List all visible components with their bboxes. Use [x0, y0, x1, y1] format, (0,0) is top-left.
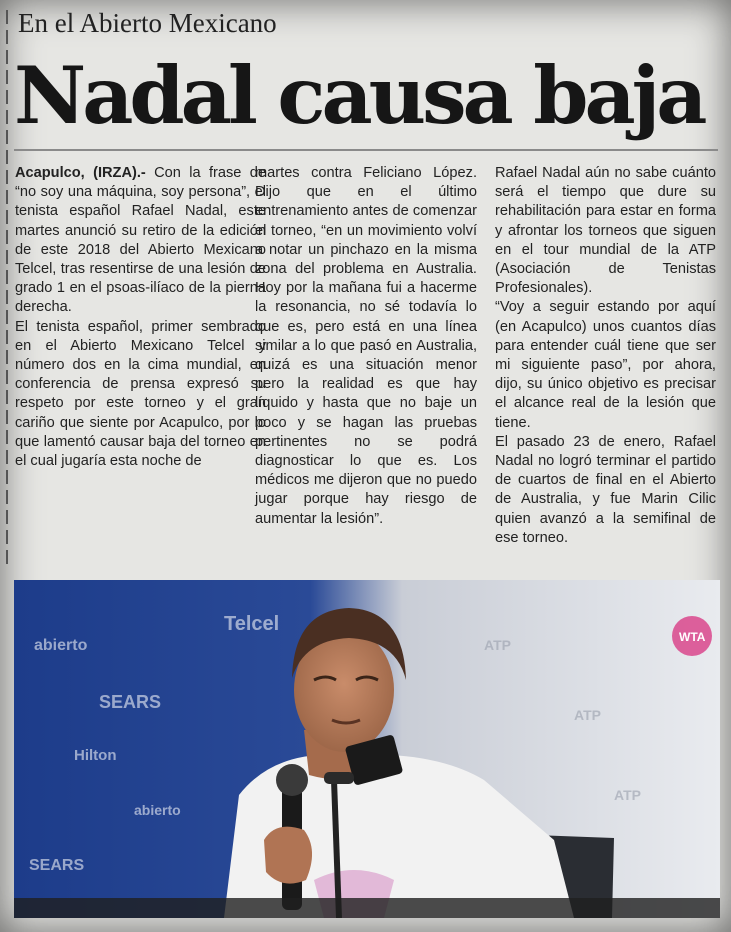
paragraph	[15, 164, 266, 318]
paragraph: Rafael Nadal aún no sabe cuánto será el tiempo que dure su rehabilitación para estar en forma y afrontar los torneos que siguen en el tour mundial de la ATP (Asociación de Tenistas Profesionales).	[495, 165, 716, 297]
paragraph: El pasado 23 de enero, Rafael Nadal no logró terminar el partido de cuartos de final en el Abierto de Australia, y fue Marin Cilic quien avanzó a la semifinal de ese torneo.	[495, 433, 716, 546]
kicker: En el Abierto Mexicano	[18, 8, 277, 38]
dateline: Acapulco, (IRZA).-	[15, 165, 146, 181]
backdrop-text: SEARS	[99, 692, 162, 712]
photo-illustration	[14, 580, 720, 918]
column-3	[495, 164, 716, 548]
backdrop-text: Telcel	[224, 613, 280, 635]
backdrop-text: SEARS	[29, 857, 85, 874]
backdrop-text: ATP	[484, 637, 511, 653]
column-1	[15, 164, 266, 471]
paragraph-text: Con la frase de “no soy una máquina, soy persona”, el tenista español Rafael Nadal, este martes anunció su retiro de la edición de este 2018 del Abierto Mexicano Telcel, tras resentirse de una lesión de grado 1 en el psoas-ilíaco de la pierna derecha.	[15, 165, 266, 316]
paragraph: “Voy a seguir estando por aquí (en Acapulco) unos cuantos días para entender cuál tiene que ser mi siguiente paso”, por ahora, dijo, su único objetivo es precisar el alcance real de la lesión que tiene.	[495, 299, 716, 431]
backdrop-text: Hilton	[74, 747, 117, 764]
left-dashed-rule	[6, 10, 8, 570]
paragraph: martes contra Feliciano López. Dijo que en el último entrenamiento antes de comenzar el torneo, “en un movimiento volví a notar un pinchazo en la misma zona del problema en Australia. Hoy por la mañana fui a hacerme la resonancia, no sé todavía lo que es, pero está en una línea similar a lo que pasó en Australia, quizá es una situación menor pero la realidad es que hay líquido y hasta que no baje un poco y se hagan las pruebas pertinentes no se podrá diagnosticar lo que es. Los médicos me dijeron que no puedo jugar porque hay riesgo de aumentar la lesión”.	[255, 165, 477, 527]
backdrop-text: abierto	[134, 802, 181, 818]
press-conference-photo	[14, 580, 720, 918]
backdrop-text: abierto	[34, 637, 88, 654]
paragraph: El tenista español, primer sembrado en el Abierto Mexicano Telcel y número dos en la cima mundial, en conferencia de prensa expresó su respeto por este torneo y el gran cariño que siente por Acapulco, por lo que lamentó causar baja del torneo en el cual jugaría esta noche de	[15, 318, 266, 470]
wta-logo-text: WTA	[679, 630, 706, 644]
backdrop-text: ATP	[614, 787, 641, 803]
hand	[264, 827, 312, 884]
headline-divider	[14, 149, 718, 151]
backdrop-text: ATP	[574, 707, 601, 723]
column-2	[255, 164, 477, 529]
table	[14, 898, 720, 918]
headline: Nadal causa baja	[14, 49, 704, 142]
